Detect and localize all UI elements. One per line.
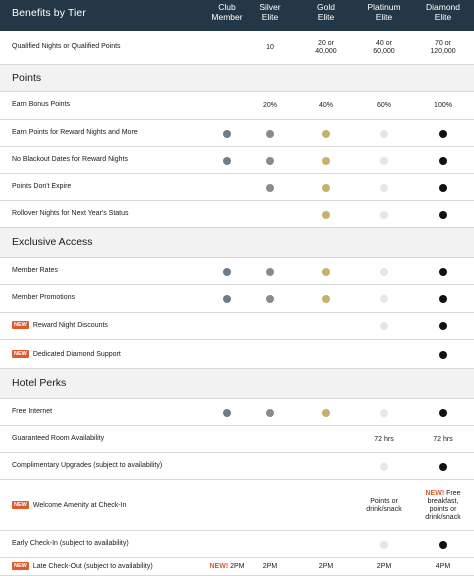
benefit-label-text: Earn Bonus Points [12,101,70,108]
benefit-label [12,129,138,136]
benefit-dot-gold [322,130,330,138]
benefit-dot-gold [322,184,330,192]
benefit-label [12,267,58,274]
benefit-value-text: 100% [434,102,452,109]
tier-header-gold: Gold Elite [317,2,335,22]
benefit-row [0,558,474,576]
benefit-dot-diamond [439,295,447,303]
benefit-label [12,294,75,301]
section-header [0,228,474,258]
benefit-dot-diamond [439,157,447,165]
new-badge: NEW [14,322,27,328]
benefit-dot-platinum [380,541,388,549]
benefit-row [0,120,474,147]
benefit-row [0,399,474,426]
tier-header-silver: Silver Elite [259,2,281,22]
benefit-label-text: Late Check-Out (subject to availability) [32,563,153,570]
benefit-dot-silver [266,184,274,192]
benefit-dot-platinum [380,409,388,417]
benefit-label [12,43,121,50]
benefit-label-text: Reward Night Discounts [32,322,108,329]
benefit-value-diamond [408,102,474,110]
new-inline-label: NEW! [425,489,445,497]
benefit-dot-diamond [439,211,447,219]
benefit-value-text: 10 [266,44,274,51]
benefit-value-text: 2PM [228,563,245,570]
benefit-label [12,210,129,217]
benefit-row [0,147,474,174]
benefit-row [0,174,474,201]
benefit-dot-diamond [439,463,447,471]
benefit-label-text: Earn Points for Reward Nights and More [12,128,138,136]
benefit-value-diamond [408,563,474,571]
benefit-label-text: Member Rates [12,266,58,274]
benefit-dot-club [223,157,231,165]
benefit-label [12,350,121,358]
benefit-dot-platinum [380,295,388,303]
benefit-value-text: 20 or 40,000 [315,40,337,55]
benefit-value-text: 4PM [435,563,451,570]
benefit-row [0,340,474,369]
benefit-label [12,321,108,329]
benefit-label-text: Rollover Nights for Next Year's Status [12,209,129,217]
benefit-row [0,92,474,120]
section-header [0,65,474,92]
benefit-row [0,31,474,65]
benefit-dot-club [223,295,231,303]
new-badge: NEW [14,350,27,357]
benefit-label-text: Qualified Nights or Qualified Points [12,43,121,50]
benefit-dot-platinum [380,268,388,276]
benefit-value-text: 2PM [262,563,278,570]
benefit-dot-silver [266,295,274,303]
benefit-label [12,101,70,108]
benefit-value-text: Points or drink/snack [366,497,402,513]
benefit-value-text: 40 or 60,000 [373,40,395,55]
benefit-label-text: Dedicated Diamond Support [32,350,121,358]
tier-header-diamond: Diamond Elite [425,2,461,22]
benefit-dot-platinum [380,463,388,471]
benefit-value-club [192,563,262,571]
section-title: Exclusive Access [12,236,93,248]
benefit-label-text: Welcome Amenity at Check-In [32,501,127,509]
benefit-dot-silver [266,409,274,417]
section-title: Hotel Perks [12,377,67,389]
benefit-row [0,453,474,480]
benefit-dot-gold [322,268,330,276]
benefit-row [0,531,474,558]
benefit-label [12,462,162,469]
benefit-value-text: 2PM [318,563,334,570]
benefit-value-text: Free breakfast, points or drink/snack [425,489,461,521]
benefit-dot-club [223,268,231,276]
benefit-value-text: 72 hrs [433,435,453,443]
benefit-value-diamond [408,490,474,522]
benefit-label [12,435,104,442]
benefit-value-text: 20% [262,102,277,109]
tier-header-club: Club Member [211,2,243,22]
benefit-label [12,156,128,163]
benefit-label [12,540,129,547]
benefit-label-text: Early Check-In (subject to availability) [12,539,129,547]
benefit-dot-club [223,130,231,138]
benefit-value-text: 70 or 120,000 [430,40,456,55]
benefit-label [12,562,153,570]
benefit-row [0,480,474,531]
benefit-dot-gold [322,157,330,165]
benefit-dot-gold [322,409,330,417]
benefit-row [0,258,474,285]
benefit-value-text: 40% [318,102,333,109]
benefit-label-text: Guaranteed Room Availability [12,434,105,442]
benefit-dot-diamond [439,541,447,549]
benefit-label-text: No Blackout Dates for Reward Nights [12,155,128,163]
benefit-dot-diamond [439,184,447,192]
benefit-dot-diamond [439,130,447,138]
new-badge: NEW [14,501,27,508]
table-title: Benefits by Tier [12,7,86,19]
table-header [0,0,474,31]
section-title: Points [12,71,42,84]
benefit-label [12,408,52,415]
benefit-dot-silver [266,130,274,138]
tier-header-platinum: Platinum Elite [367,2,401,22]
new-inline-label: NEW! [209,563,229,570]
benefit-value-diamond [408,436,474,444]
benefit-row [0,312,474,340]
benefit-dot-platinum [380,322,388,330]
benefit-dot-platinum [380,211,388,219]
benefit-label-text: Points Don't Expire [12,182,72,190]
benefit-label [12,501,126,509]
benefit-dot-platinum [380,184,388,192]
benefit-label [12,183,71,190]
benefit-label-text: Free Internet [12,407,53,415]
benefit-value-text: 2PM [376,563,392,570]
benefit-dot-silver [266,268,274,276]
benefit-label-text: Complimentary Upgrades (subject to availability) [12,461,163,469]
benefit-value-text: 72 hrs [374,435,394,443]
benefit-row [0,201,474,228]
benefit-dot-club [223,409,231,417]
benefit-row [0,285,474,313]
benefit-dot-diamond [439,351,447,359]
benefit-dot-diamond [439,409,447,417]
benefit-value-diamond [408,40,474,56]
new-badge: NEW [14,563,27,569]
benefit-dot-gold [322,295,330,303]
benefit-dot-platinum [380,157,388,165]
benefit-row [0,426,474,453]
benefit-dot-diamond [439,268,447,276]
benefit-dot-silver [266,157,274,165]
section-header [0,369,474,399]
benefit-dot-gold [322,211,330,219]
benefit-label-text: Member Promotions [12,294,76,301]
benefit-value-text: 60% [376,102,391,109]
benefit-dot-platinum [380,130,388,138]
benefit-dot-diamond [439,322,447,330]
